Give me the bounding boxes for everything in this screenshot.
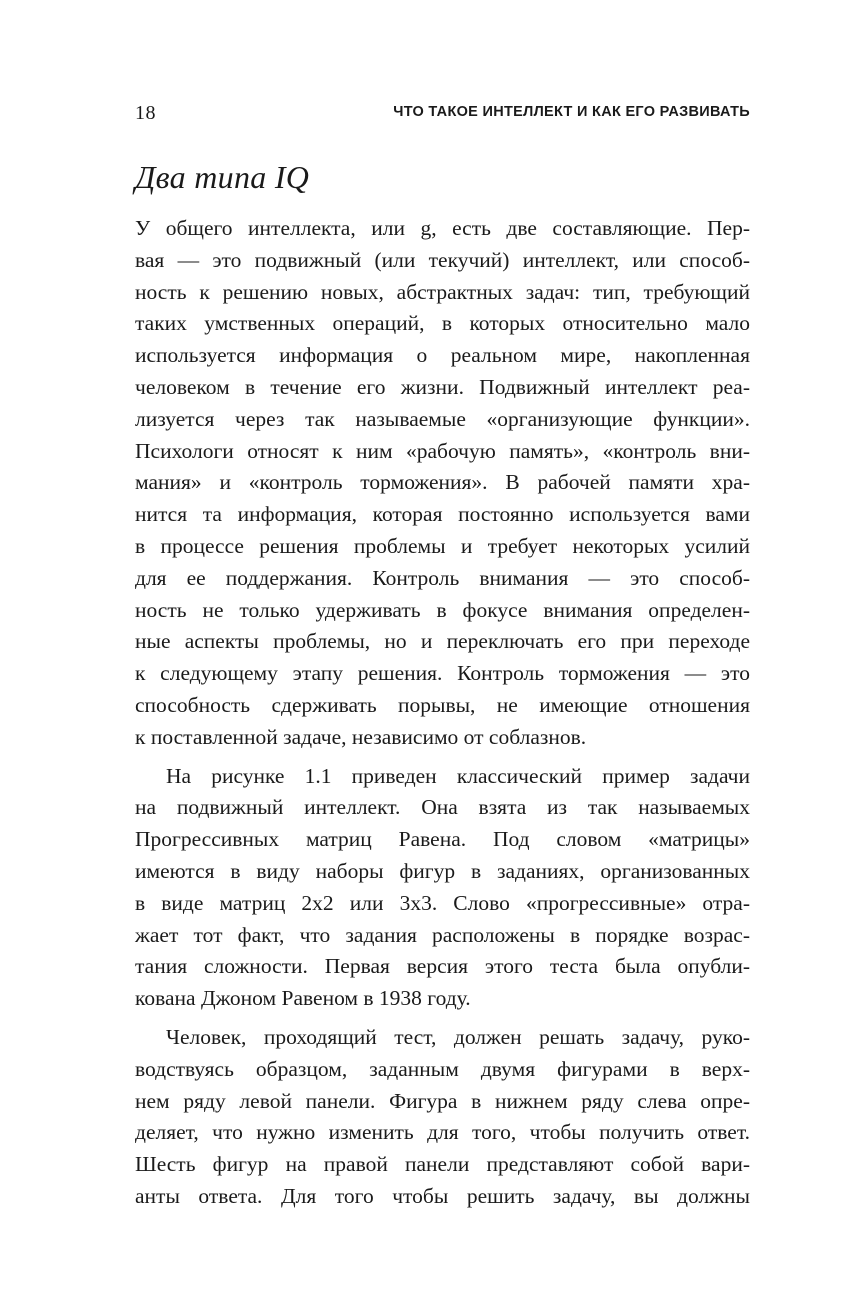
- text-line: ные аспекты проблемы, но и переключать его при переходе: [135, 629, 750, 654]
- text-line: Шесть фигур на правой панели представляют собой вари-: [135, 1152, 750, 1177]
- text-line: жает тот факт, что задания расположены в порядке возрас-: [135, 922, 750, 947]
- text-line: У общего интеллекта, или g, есть две составляющие. Пер-: [135, 216, 750, 240]
- text-line: способность сдерживать порывы, не имеющие отношения: [135, 692, 750, 717]
- paragraph-1: [135, 213, 750, 754]
- text-line: к следующему этапу решения. Контроль торможения — это: [135, 661, 750, 686]
- text-line: ность не только удерживать в фокусе внимания определен-: [135, 597, 750, 622]
- text-line: деляет, что нужно изменить для того, чтобы получить ответ.: [135, 1120, 750, 1145]
- text-line: лизуется через так называемые «организующие функции».: [135, 406, 750, 431]
- text-line: вая — это подвижный (или текучий) интеллект, или способ-: [135, 247, 750, 272]
- text-line: анты ответа. Для того чтобы решить задачу, вы должны: [135, 1183, 750, 1208]
- text-line: ность к решению новых, абстрактных задач: тип, требующий: [135, 279, 750, 304]
- paragraph-spacer: [135, 754, 750, 761]
- text-line: в виде матриц 2x2 или 3x3. Слово «прогрессивные» отра-: [135, 890, 750, 915]
- text-line: используется информация о реальном мире, накопленная: [135, 343, 750, 368]
- paragraph-2: [135, 761, 750, 1015]
- text-line: нем ряду левой панели. Фигура в нижнем ряду слева опре-: [135, 1088, 750, 1113]
- text-line: в процессе решения проблемы и требует некоторых усилий: [135, 533, 750, 558]
- section-heading: Два типа IQ: [135, 159, 310, 195]
- text-line: мания» и «контроль торможения». В рабочей памяти хра-: [135, 470, 750, 495]
- text-line: человеком в течение его жизни. Подвижный интеллект реа-: [135, 374, 750, 399]
- page-number: 18: [135, 102, 156, 124]
- paragraph-3: [135, 1022, 750, 1213]
- text-line: имеются в виду наборы фигур в заданиях, организованных: [135, 858, 750, 883]
- text-line: для ее поддержания. Контроль внимания — это способ-: [135, 565, 750, 590]
- text-line: нится та информация, которая постоянно используется вами: [135, 502, 750, 527]
- text-line: таких умственных операций, в которых относительно мало: [135, 311, 750, 336]
- running-title: ЧТО ТАКОЕ ИНТЕЛЛЕКТ И КАК ЕГО РАЗВИВАТЬ: [393, 104, 750, 120]
- text-line: На рисунке 1.1 приведен классический пример задачи: [166, 763, 750, 788]
- text-line: Психологи относят к ним «рабочую память», «контроль вни-: [135, 438, 750, 463]
- text-line: водствуясь образцом, заданным двумя фигурами в верх-: [135, 1056, 750, 1081]
- text-line: тания сложности. Первая версия этого теста была опубли-: [135, 954, 750, 979]
- text-line: кована Джоном Равеном в 1938 году.: [135, 986, 471, 1011]
- text-line: к поставленной задаче, независимо от соблазнов.: [135, 724, 587, 749]
- running-head: [135, 100, 750, 130]
- text-line: Человек, проходящий тест, должен решать задачу, руко-: [166, 1024, 750, 1049]
- paragraph-spacer: [135, 1015, 750, 1022]
- text-line: на подвижный интеллект. Она взята из так называемых: [135, 795, 750, 820]
- body-text: [135, 213, 750, 1213]
- text-line: Прогрессивных матриц Равена. Под словом «матрицы»: [135, 827, 750, 852]
